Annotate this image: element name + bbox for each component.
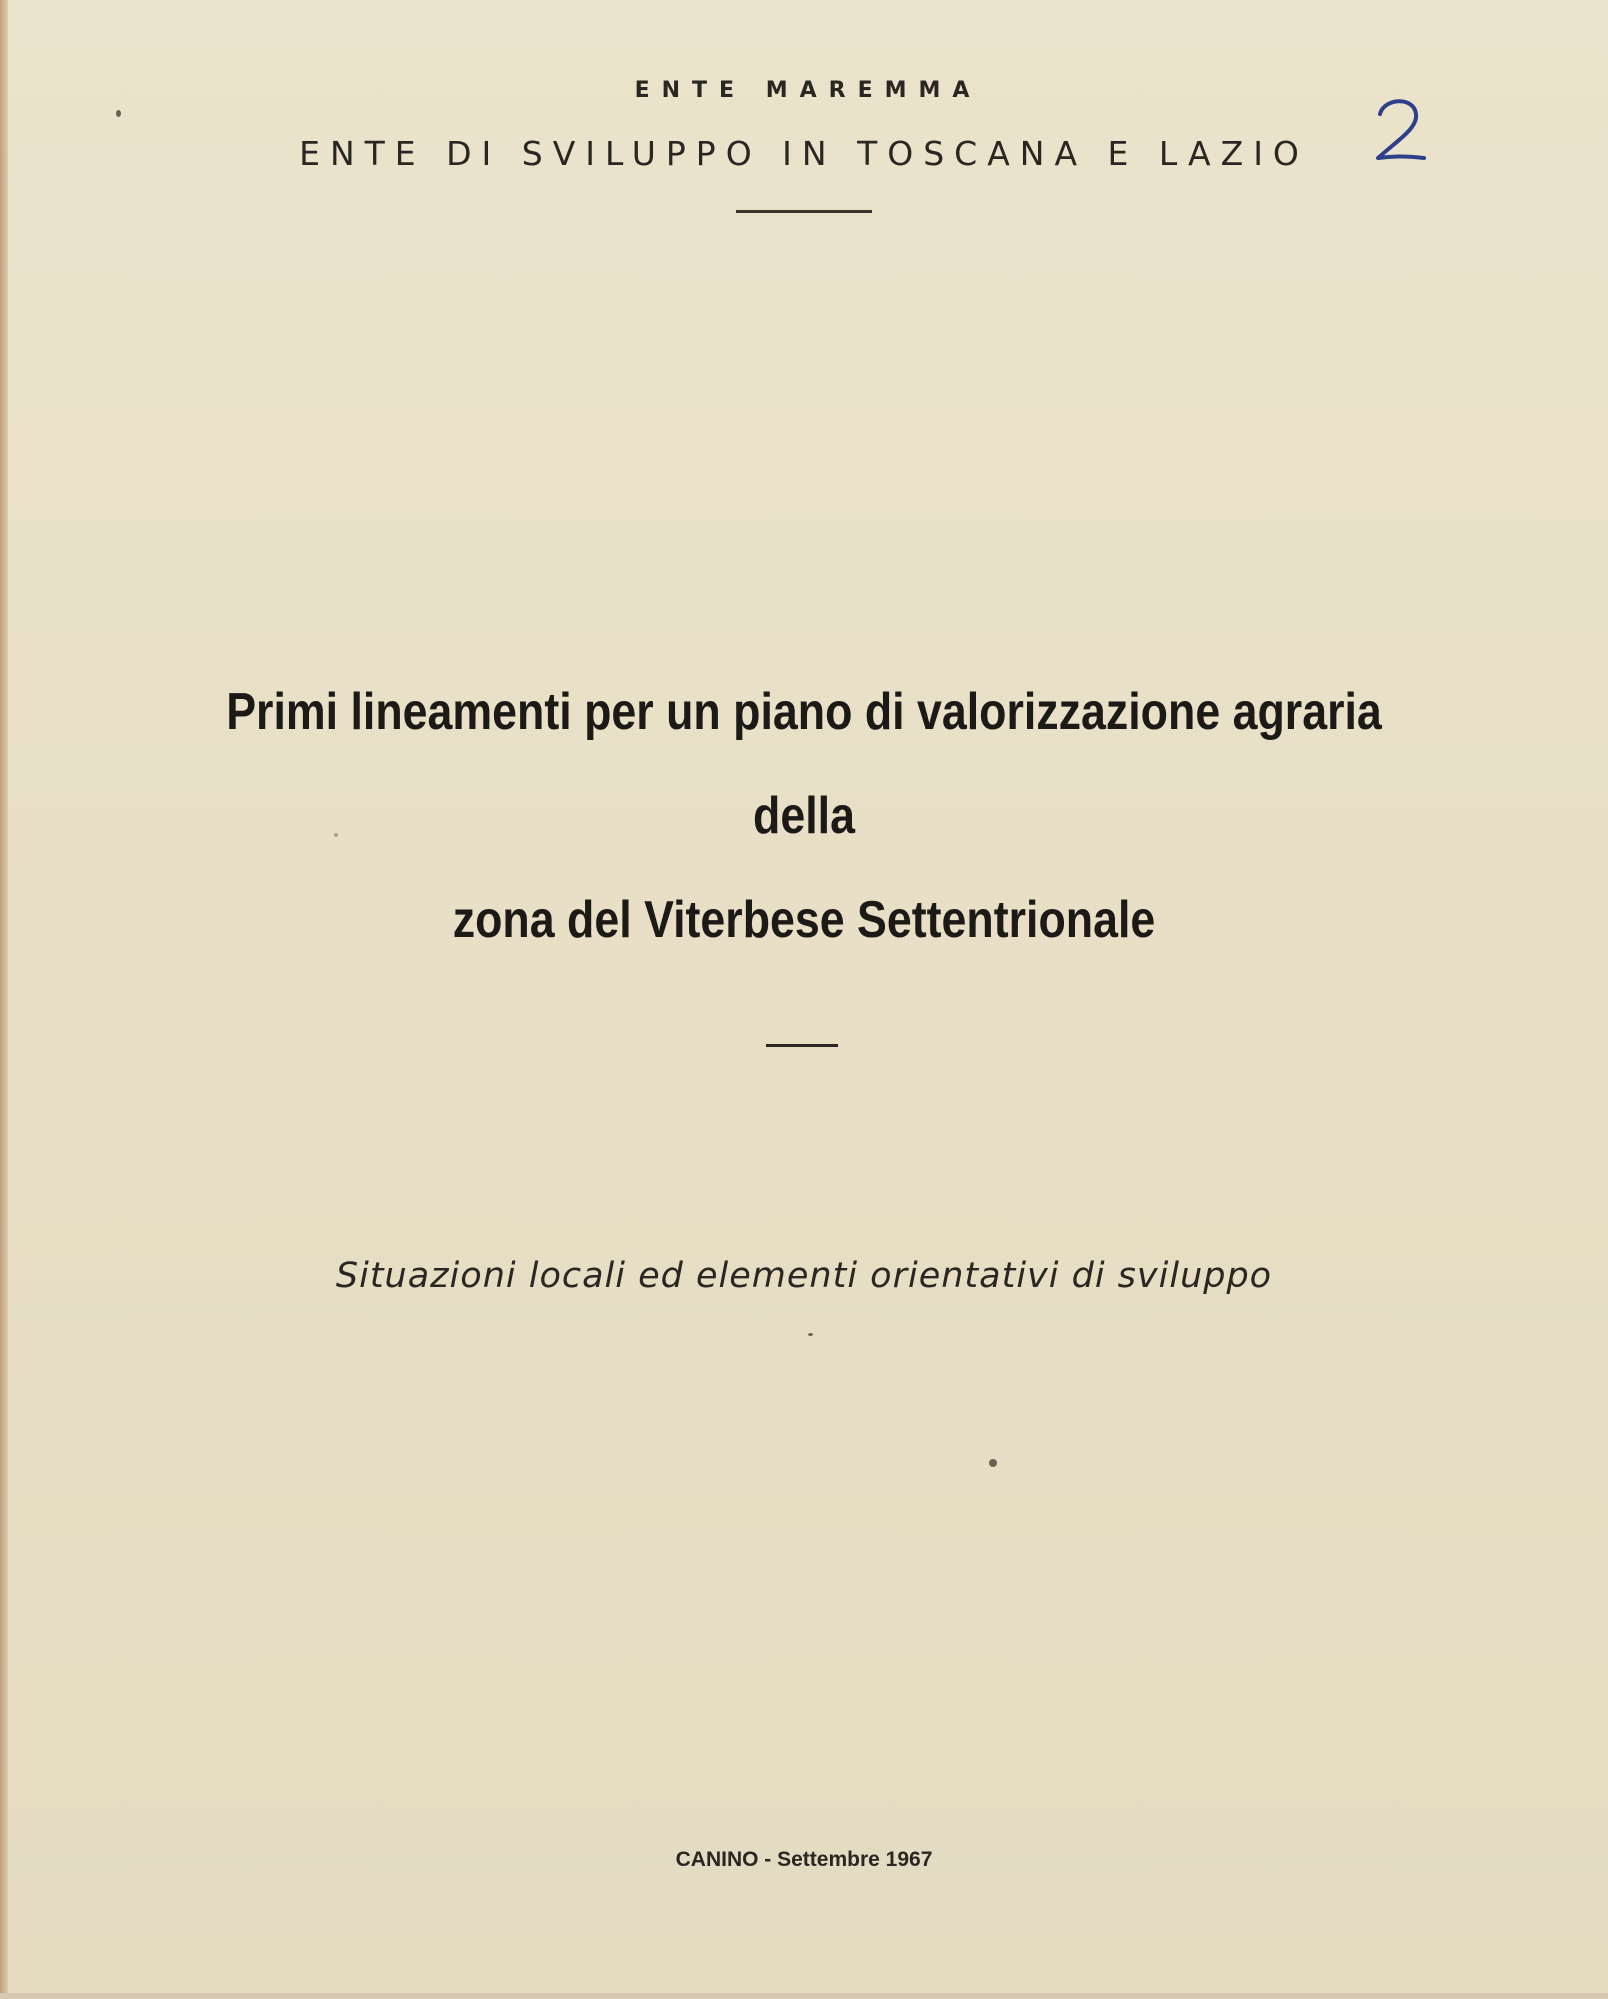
place-and-date: CANINO - Settembre 1967 xyxy=(675,1848,933,1871)
organization-subtitle: ENTE DI SVILUPPO IN TOSCANA E LAZIO xyxy=(299,134,1309,173)
paper-speck xyxy=(116,110,121,117)
header-divider xyxy=(736,210,872,213)
title-line-2: zona del Viterbese Settentrionale xyxy=(452,891,1156,949)
document-title xyxy=(216,660,1392,972)
paper-speck xyxy=(989,1459,997,1467)
paper-speck xyxy=(808,1333,813,1336)
organization-name: ENTE MAREMMA xyxy=(634,78,982,103)
paper-speck xyxy=(334,833,338,837)
paper-bottom-edge xyxy=(0,1993,1608,1999)
paper-left-edge xyxy=(0,0,8,1999)
handwritten-number-2 xyxy=(1370,92,1430,172)
title-divider xyxy=(766,1044,838,1047)
title-line-1: Primi lineamenti per un piano di valorizzazione agraria della xyxy=(226,683,1382,845)
document-subtitle: Situazioni locali ed elementi orientativi di sviluppo xyxy=(335,1256,1273,1296)
